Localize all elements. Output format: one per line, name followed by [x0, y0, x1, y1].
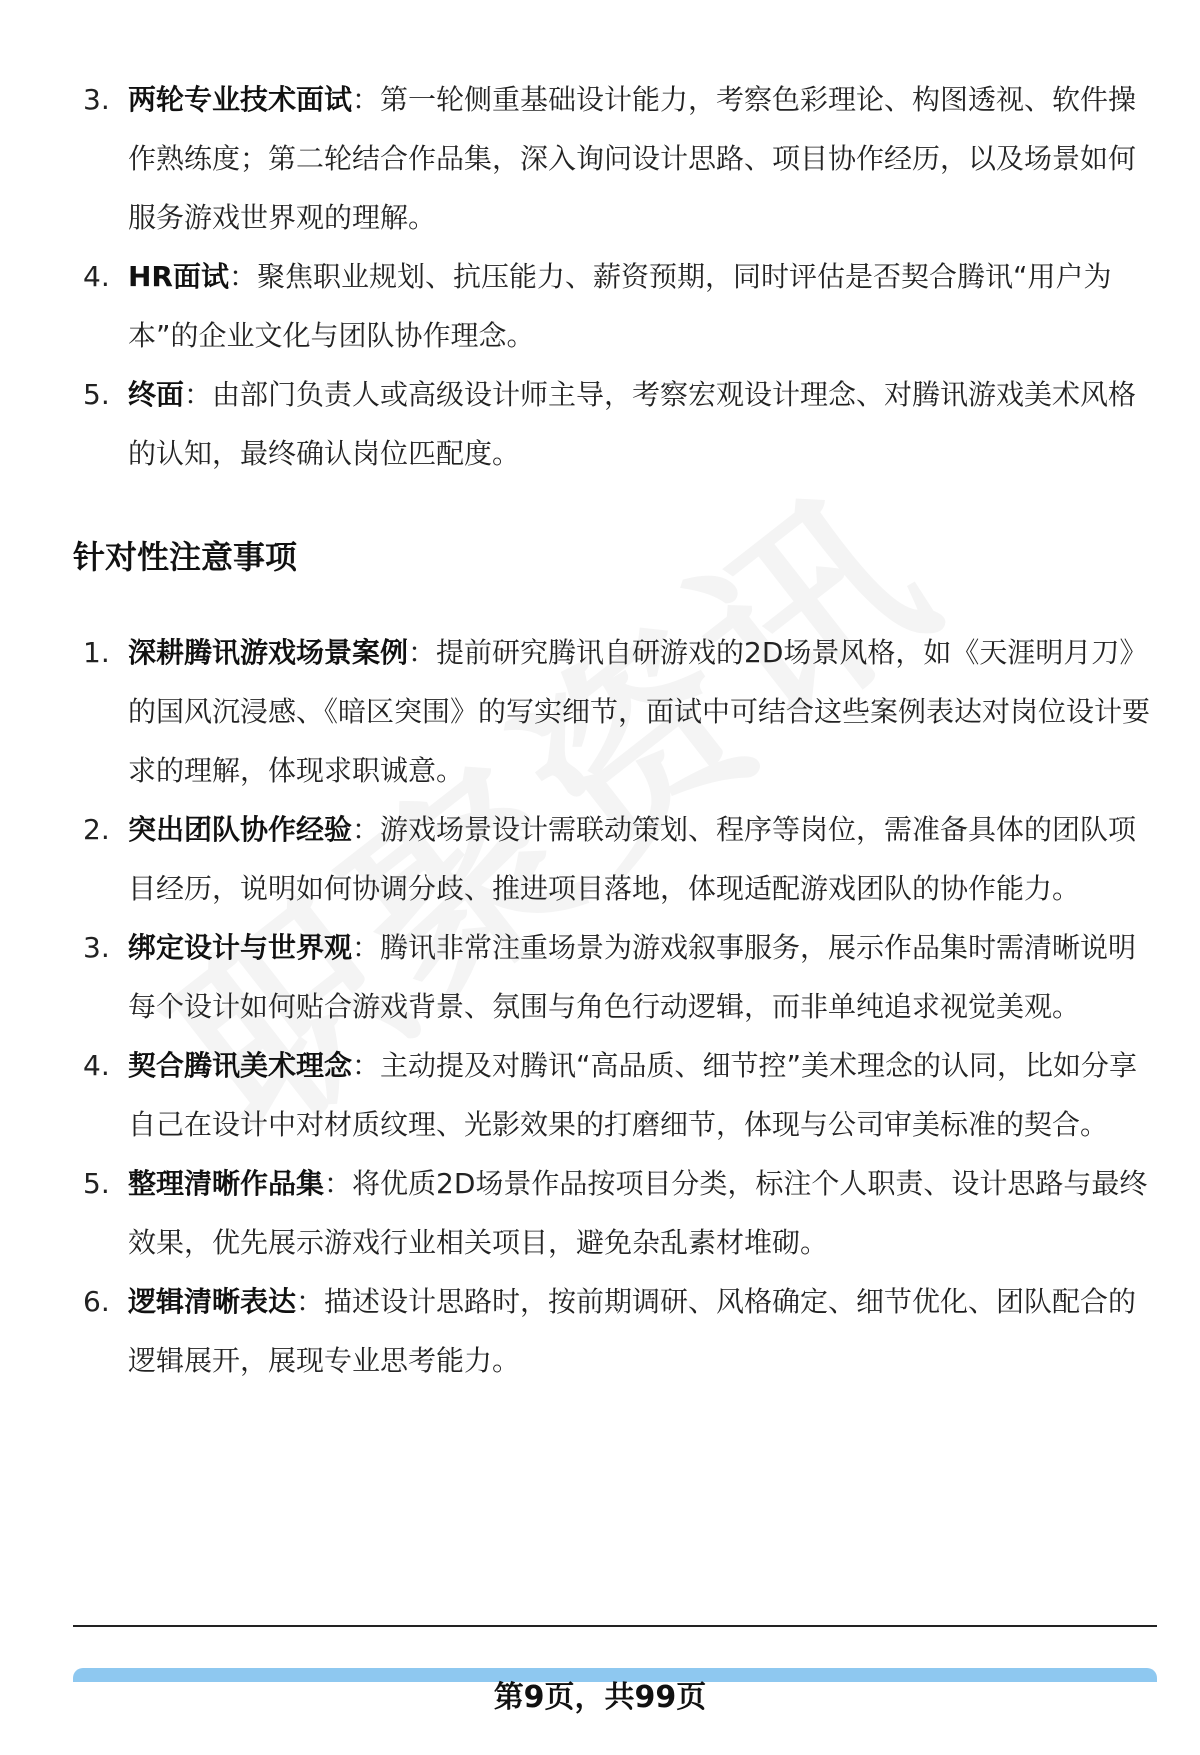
item-term: 逻辑清晰表达 — [128, 1285, 297, 1318]
list-item — [73, 247, 1163, 365]
item-number: 1. — [83, 636, 110, 669]
item-term: 突出团队协作经验 — [128, 813, 353, 846]
list-item — [73, 1036, 1163, 1154]
item-number: 5. — [83, 378, 110, 411]
item-number: 3. — [83, 931, 110, 964]
item-term: 整理清晰作品集 — [128, 1167, 325, 1200]
list-item — [73, 918, 1163, 1036]
item-text: ：将优质2D场景作品按项目分类，标注个人职责、设计思路与最终效果，优先展示游戏行业相关项目，避免杂乱素材堆砌。 — [128, 1167, 1148, 1259]
footer-divider — [73, 1625, 1157, 1627]
interview-process-list — [73, 70, 1163, 483]
item-text: ：描述设计思路时，按前期调研、风格确定、细节优化、团队配合的逻辑展开，展现专业思考能力。 — [128, 1285, 1137, 1377]
document-body — [73, 70, 1163, 1390]
list-item — [73, 623, 1163, 800]
item-number: 3. — [83, 83, 110, 116]
list-item — [73, 70, 1163, 247]
list-item — [73, 1154, 1163, 1272]
item-term: HR面试 — [128, 260, 229, 293]
item-text: ：第一轮侧重基础设计能力，考察色彩理论、构图透视、软件操作熟练度；第二轮结合作品集，深入询问设计思路、项目协作经历，以及场景如何服务游戏世界观的理解。 — [128, 83, 1137, 234]
item-text: ：主动提及对腾讯“高品质、细节控”美术理念的认同，比如分享自己在设计中对材质纹理、光影效果的打磨细节，体现与公司审美标准的契合。 — [128, 1049, 1138, 1141]
item-text: ：游戏场景设计需联动策划、程序等岗位，需准备具体的团队项目经历，说明如何协调分歧、推进项目落地，体现适配游戏团队的协作能力。 — [128, 813, 1137, 905]
list-item — [73, 365, 1163, 483]
item-text: ：聚焦职业规划、抗压能力、薪资预期，同时评估是否契合腾讯“用户为本”的企业文化与团队协作理念。 — [128, 260, 1112, 352]
item-term: 契合腾讯美术理念 — [128, 1049, 353, 1082]
item-number: 4. — [83, 1049, 110, 1082]
item-term: 两轮专业技术面试 — [128, 83, 353, 116]
item-number: 6. — [83, 1285, 110, 1318]
item-term: 深耕腾讯游戏场景案例 — [128, 636, 409, 669]
item-term: 终面 — [128, 378, 185, 411]
item-term: 绑定设计与世界观 — [128, 931, 353, 964]
item-text: ：腾讯非常注重场景为游戏叙事服务，展示作品集时需清晰说明每个设计如何贴合游戏背景、氛围与角色行动逻辑，而非单纯追求视觉美观。 — [128, 931, 1137, 1023]
list-item — [73, 1272, 1163, 1390]
list-item — [73, 800, 1163, 918]
item-number: 4. — [83, 260, 110, 293]
tips-list — [73, 623, 1163, 1390]
section-title: 针对性注意事项 — [73, 538, 298, 576]
page-number: 第9页，共99页 — [493, 1680, 707, 1715]
item-text: ：由部门负责人或高级设计师主导，考察宏观设计理念、对腾讯游戏美术风格的认知，最终确认岗位匹配度。 — [128, 378, 1137, 470]
item-number: 5. — [83, 1167, 110, 1200]
item-number: 2. — [83, 813, 110, 846]
item-text: ：提前研究腾讯自研游戏的2D场景风格，如《天涯明月刀》的国风沉浸感、《暗区突围》的写实细节，面试中可结合这些案例表达对岗位设计要求的理解，体现求职诚意。 — [128, 636, 1151, 787]
